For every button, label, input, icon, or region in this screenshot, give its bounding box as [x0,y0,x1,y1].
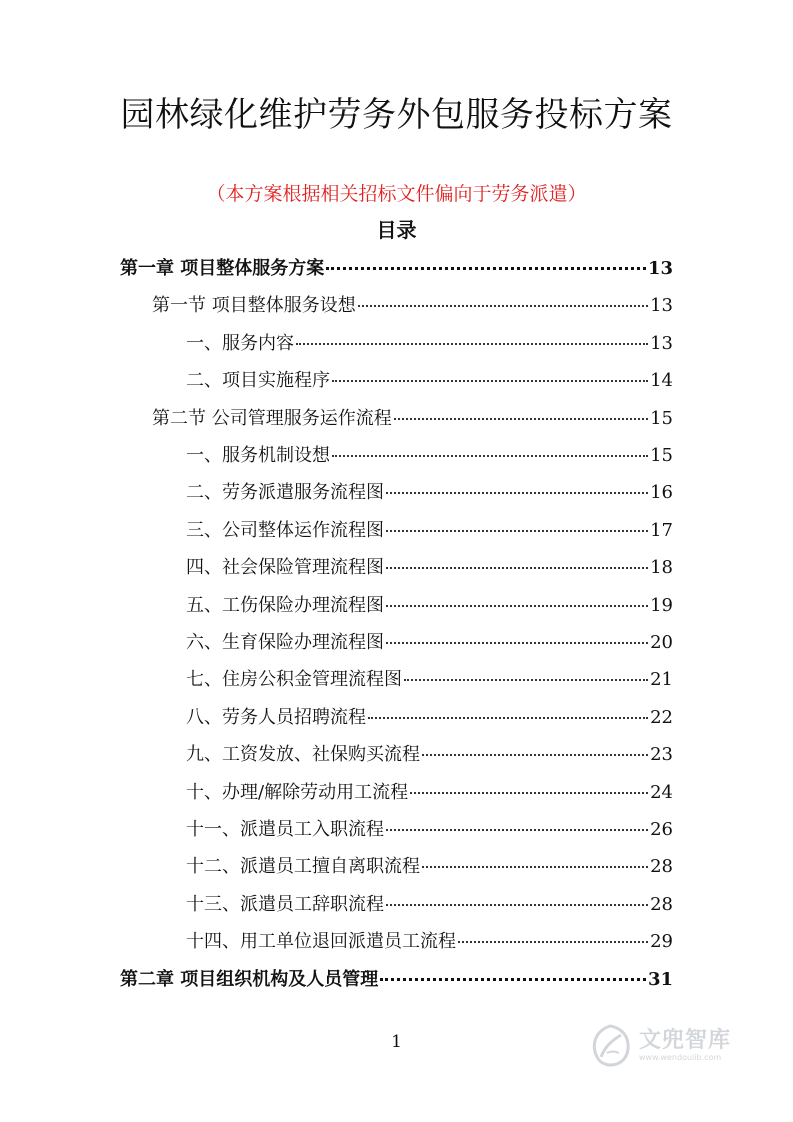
toc-dot-leader [386,492,648,494]
toc-entry-page: 29 [650,931,673,953]
toc-item-entry[interactable] [186,930,673,954]
toc-dot-leader [404,679,648,681]
toc-item-entry[interactable] [186,556,673,580]
watermark-name: 文兜智库 [639,1028,732,1053]
toc-entry-page: 28 [650,893,673,915]
toc-item-entry[interactable] [186,481,673,505]
toc-section-entry[interactable] [152,407,673,431]
toc-entry-label: 九、工资发放、社保购买流程 [186,744,420,766]
toc-item-entry[interactable] [186,668,673,692]
toc-dot-leader [296,343,648,345]
toc-item-entry[interactable] [186,706,673,730]
toc-section-entry[interactable] [152,294,673,318]
toc-entry-page: 15 [650,407,673,429]
toc-entry-label: 四、社会保险管理流程图 [186,557,384,579]
toc-entry-label: 一、服务机制设想 [186,445,330,466]
toc-entry-label: 七、住房公积金管理流程图 [186,669,402,691]
toc-dot-leader [386,829,648,831]
toc-dot-leader [386,530,648,532]
toc-entry-label: 二、劳务派遣服务流程图 [186,482,384,504]
toc-entry-page: 24 [650,781,673,803]
toc-entry-label: 二、项目实施程序 [186,370,330,392]
toc-entry-label: 一、服务内容 [186,332,294,354]
toc-entry-page: 19 [650,594,673,616]
toc-dot-leader [410,792,648,794]
toc-dot-leader [368,717,648,719]
toc-item-entry[interactable] [186,519,673,543]
toc-entry-label: 十四、用工单位退回派遣员工流程 [186,931,456,953]
document-title: 园林绿化维护劳务外包服务投标方案 [120,95,673,135]
toc-entry-page: 22 [650,706,673,728]
toc-dot-leader [332,455,648,457]
toc-entry-page: 13 [650,332,673,354]
toc-entry-page: 15 [650,445,673,466]
toc-dot-leader [394,418,648,420]
toc-entry-label: 十、办理/解除劳动用工流程 [186,781,409,803]
toc-entry-page: 13 [647,258,673,279]
toc-entry-page: 17 [650,519,673,541]
toc-entry-label: 第二节 公司管理服务运作流程 [152,407,392,429]
toc-dot-leader [326,267,646,270]
toc-dot-leader [422,754,648,756]
toc-dot-leader [358,305,648,307]
toc-item-entry[interactable] [186,743,673,767]
toc-entry-label: 第一章 项目整体服务方案 [120,258,325,279]
toc-entry-label: 十一、派遣员工入职流程 [186,819,384,840]
watermark [587,1020,757,1072]
toc-entry-page: 16 [650,482,673,504]
toc-item-entry[interactable] [186,781,673,805]
toc-chapter-entry[interactable] [120,968,673,992]
toc-item-entry[interactable] [186,594,673,618]
toc-item-entry[interactable] [186,332,673,356]
toc-item-entry[interactable] [186,444,673,468]
document-subtitle: （本方案根据相关招标文件偏向于劳务派遣） [206,183,587,205]
toc-entry-label: 六、生育保险办理流程图 [186,632,384,653]
toc-dot-leader [422,866,648,868]
toc-entry-label: 十二、派遣员工擅自离职流程 [186,856,420,878]
toc-entry-page: 14 [650,370,673,392]
toc-item-entry[interactable] [186,818,673,842]
toc-entry-label: 八、劳务人员招聘流程 [186,706,366,728]
toc-item-entry[interactable] [186,369,673,393]
toc-entry-page: 23 [650,744,673,766]
toc-chapter-entry[interactable] [120,257,673,281]
toc-entry-label: 第一节 项目整体服务设想 [152,295,356,317]
toc-item-entry[interactable] [186,855,673,879]
toc-entry-page: 18 [650,557,673,579]
toc-entry-page: 31 [647,968,673,990]
toc-entry-label: 三、公司整体运作流程图 [186,519,384,541]
toc-entry-page: 20 [650,632,673,653]
leaf-logo-icon [587,1023,633,1069]
toc-item-entry[interactable] [186,631,673,655]
toc-entry-page: 26 [650,819,673,840]
toc-dot-leader [386,605,648,607]
toc-item-entry[interactable] [186,893,673,917]
toc-dot-leader [332,380,648,382]
toc-dot-leader [386,904,648,906]
watermark-url: www.wendoulib.com [639,1053,722,1062]
toc-entry-page: 21 [650,669,673,691]
page-number: 1 [391,1032,402,1052]
toc-dot-leader [458,941,648,943]
toc-entry-label: 十三、派遣员工辞职流程 [186,893,384,915]
toc-heading: 目录 [376,218,417,242]
toc-entry-label: 五、工伤保险办理流程图 [186,594,384,616]
toc-dot-leader [386,642,648,644]
toc-entry-page: 28 [650,856,673,878]
toc-dot-leader [380,978,646,981]
toc-entry-page: 13 [650,295,673,317]
toc-dot-leader [386,567,648,569]
toc-entry-label: 第二章 项目组织机构及人员管理 [120,968,379,990]
